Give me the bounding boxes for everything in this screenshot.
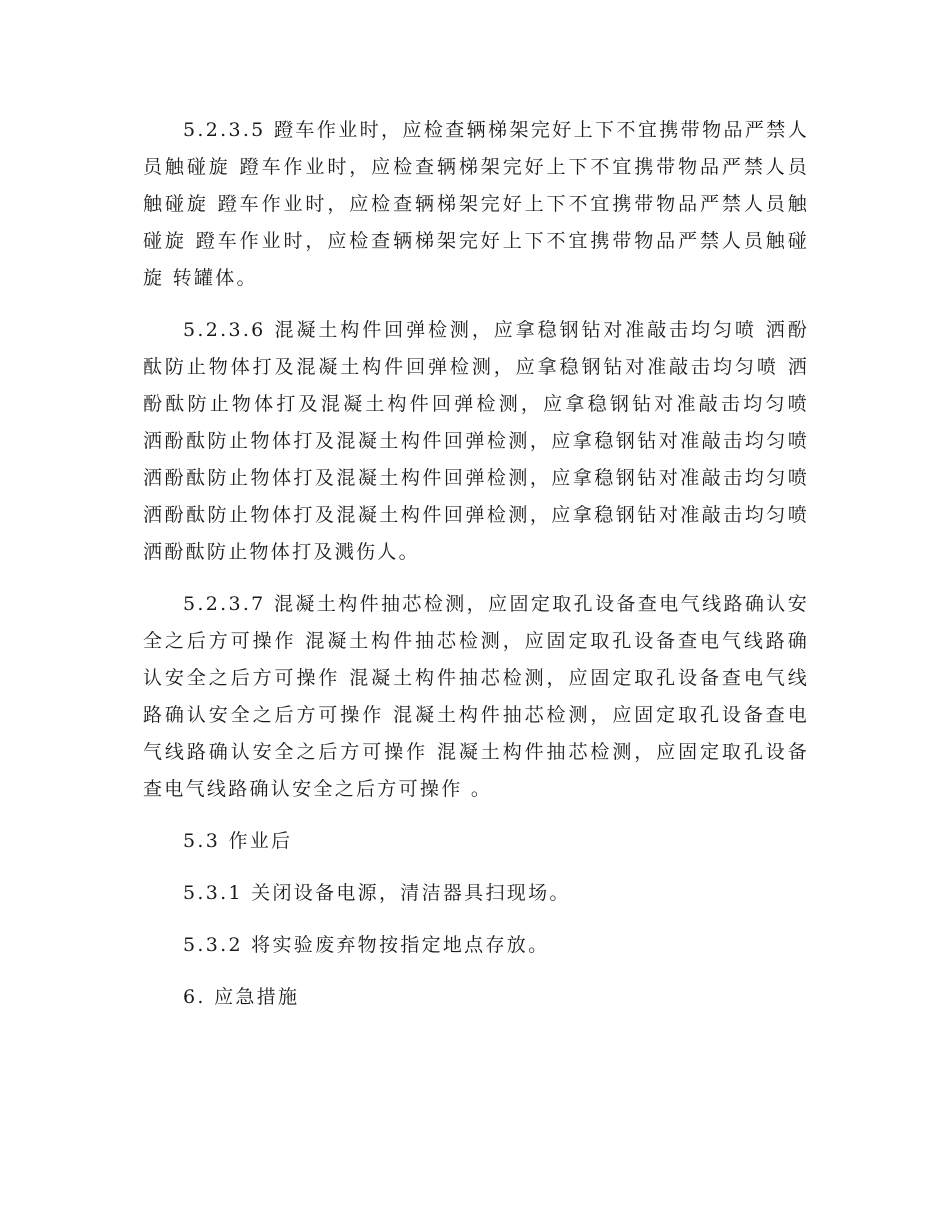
paragraph-5-3-1: 5.3.1 关闭设备电源，清洁器具扫现场。 xyxy=(183,882,571,904)
paragraph-5-2-3-6: 5.2.3.6 混凝土构件回弹检测，应拿稳钢钻对准敲击均匀喷 洒酚酞防止物体打及混凝土构件回弹检测，应拿稳钢钻对准敲击均匀喷 洒酚酞防止物体打及混凝土构件回弹检测，应拿稳钢钻对准敲击均匀喷 洒酚酞防止物体打及混凝土构件回弹检测，应拿稳钢钻对准敲击均匀喷 洒酚酞防止物体打及混凝土构件回弹检测，应拿稳钢钻对准敲击均匀喷 洒酚酞防止物体打及混凝土构件回弹检测，应拿稳钢钻对准敲击均匀喷 洒酚酞防止物体打及溅伤人。 xyxy=(143,319,809,563)
paragraph-5-2-3-5: 5.2.3.5 蹬车作业时，应检查辆梯架完好上下不宜携带物品严禁人员触碰旋 蹬车作业时，应检查辆梯架完好上下不宜携带物品严禁人员触碰旋 蹬车作业时，应检查辆梯架完好上下不宜携带物品严禁人员触碰旋 蹬车作业时，应检查辆梯架完好上下不宜携带物品严禁人员触碰旋 转罐体。 xyxy=(143,119,809,289)
document-page xyxy=(143,112,809,1031)
section-heading-6: 6. 应急措施 xyxy=(183,986,300,1008)
paragraph-5-2-3-7: 5.2.3.7 混凝土构件抽芯检测，应固定取孔设备查电气线路确认安全之后方可操作 混凝土构件抽芯检测，应固定取孔设备查电气线路确认安全之后方可操作 混凝土构件抽芯检测，应固定取孔设备查电气线路确认安全之后方可操作 混凝土构件抽芯检测，应固定取孔设备查电气线路确认安全之后方可操作 混凝土构件抽芯检测，应固定取孔设备查电气线路确认安全之后方可操作 。 xyxy=(143,593,809,800)
section-heading-5-3: 5.3 作业后 xyxy=(183,830,293,852)
paragraph-5-3-2: 5.3.2 将实验废弃物按指定地点存放。 xyxy=(183,934,550,956)
